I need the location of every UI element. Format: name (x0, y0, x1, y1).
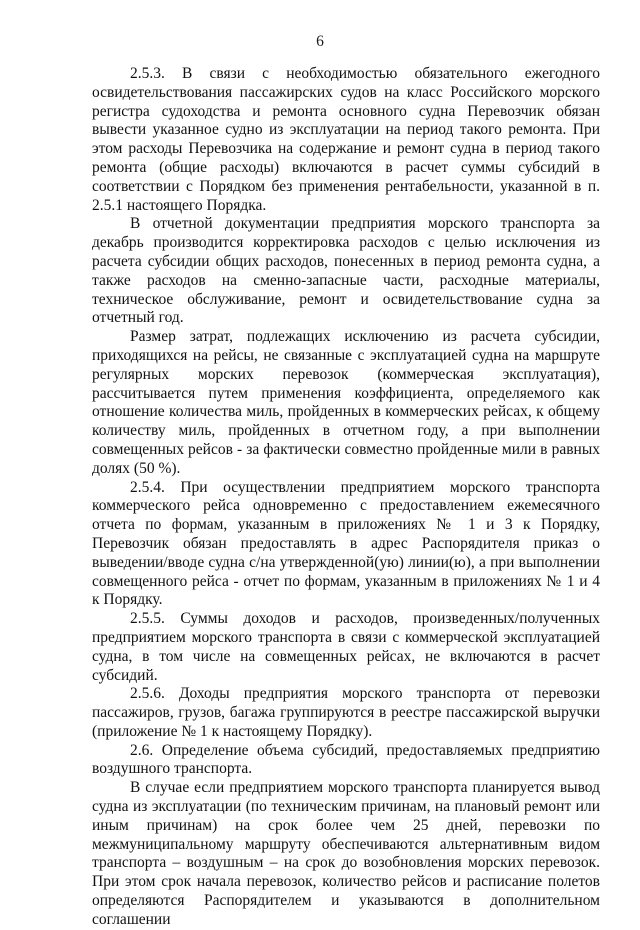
document-body (92, 65, 600, 930)
paragraph-air-transport: В случае если предприятием морского транспорта планируется вывод судна из эксплуатации (по техническим причинам, на плановый ремонт или иным причинам) на срок более чем 25 дней, перевозки по межмуниципальному маршруту обеспечиваются альтернативным видом транспорта – воздушным – на срок до возобновления морских перевозок. При этом срок начала перевозок, количество рейсов и расписание полетов определяются Распорядителем и указываются в дополнительном соглашении (92, 779, 600, 928)
paragraph-2-5-5: 2.5.5. Суммы доходов и расходов, произведенных/полученных предприятием морского транспорта в связи с коммерческой эксплуатацией судна, в том числе на совмещенных рейсах, не включаются в расчет субсидий. (92, 610, 600, 684)
paragraph-2-5-4: 2.5.4. При осуществлении предприятием морского транспорта коммерческого рейса одновременно с предоставлением ежемесячного отчета по формам, указанным в приложениях № 1 и 3 к Порядку, Перевозчик обязан предоставлять в адрес Распорядителя приказ о выведении/вводе судна с/на утвержденной(ую) линии(ю), а при выполнении совмещенного рейса - отчет по формам, указанным в приложениях № 1 и 4 к Порядку. (92, 478, 600, 609)
paragraph-cost-exclusion: Размер затрат, подлежащих исключению из расчета субсидии, приходящихся на рейсы, не связанные с эксплуатацией судна на маршруте регулярных морских перевозок (коммерческая эксплуатация), рассчитывается путем применения коэффициента, определяемого как отношение количества миль, пройденных в коммерческих рейсах, к общему количеству миль, пройденных в отчетном году, а при выполнении совмещенных рейсов - за фактически совместно пройденные мили в равных долях (50 %). (92, 328, 600, 477)
paragraph-december-report: В отчетной документации предприятия морского транспорта за декабрь производится корректировка расходов с целью исключения из расчета субсидии общих расходов, понесенных в период ремонта судна, а также расходов на сменно-запасные части, расходные материалы, техническое обслуживание, ремонт и освидетельствование судна за отчетный год. (92, 215, 600, 327)
paragraph-2-5-3: 2.5.3. В связи с необходимостью обязательного ежегодного освидетельствования пассажирских судов на класс Российского морского регистра судоходства и ремонта основного судна Перевозчик обязан вывести указанное судно из эксплуатации на период такого ремонта. При этом расходы Перевозчика на содержание и ремонт судна в период такого ремонта (общие расходы) включаются в расчет суммы субсидий в соответствии с Порядком без применения рентабельности, указанной в п. 2.5.1 настоящего Порядка. (92, 65, 600, 214)
page-number: 6 (316, 33, 324, 50)
paragraph-2-5-6: 2.5.6. Доходы предприятия морского транспорта от перевозки пассажиров, грузов, багажа группируются в реестре пассажирской выручки (приложение № 1 к настоящему Порядку). (92, 685, 600, 740)
paragraph-2-6: 2.6. Определение объема субсидий, предоставляемых предприятию воздушного транспорта. (92, 741, 600, 778)
